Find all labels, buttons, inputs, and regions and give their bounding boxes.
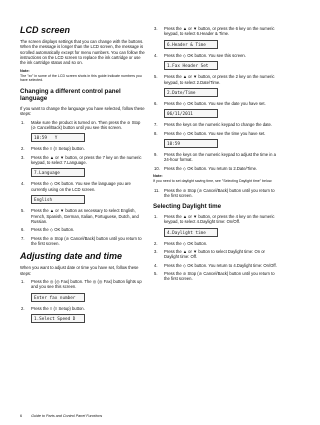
page-number: 6 xyxy=(20,414,23,418)
section-title-lcd: LCD screen xyxy=(20,25,71,35)
step-date-4: 4. Press the ◇ OK button. You see this screen. xyxy=(154,52,246,58)
step-daylight-2: 2. Press the ◇ OK button. xyxy=(154,240,208,246)
step-3: 3. Press the ▲ or ▼ button, or press the 7 key on the numeric keypad, to select 7.Language. xyxy=(21,154,142,166)
step-daylight-1: 1. Press the ▲ or ▼ button, or press the 4 key on the numeric keypad, to select 4.Daylight time: On/Off. xyxy=(154,213,275,225)
step-daylight-4: 4. Press the ◇ OK button. You return to 4.Daylight time: On/Off. xyxy=(154,262,277,268)
note-title-right: Note: xyxy=(153,174,163,179)
step-date-6: 6. Press the ◇ OK button. You see the date you have set. xyxy=(154,100,266,106)
step-date-5: 5. Press the ▲ or ▼ button, or press the 2 key on the numeric keypad, to select 2.Date/Time. xyxy=(154,74,275,85)
step-daylight-3: 3. Press the ▲ or ▼ button to select Daylight time: On or Daylight time: Off. xyxy=(154,248,265,260)
lcd-screen-select-speed: 1.Select Speed D xyxy=(31,314,85,323)
lcd-screen-date-value: 06/11/2011 xyxy=(164,109,218,118)
lcd-screen-daylight: 4.Daylight time xyxy=(164,228,218,237)
step-date-11: 11. Press the ⊘ Stop (⊘ Cancel/Back) button until you return to the first screen. xyxy=(154,187,275,199)
lcd-screen-time: 10:59 Y xyxy=(31,133,85,142)
note-text-right: If you need to set daylight saving time, see "Selecting Daylight time" below. xyxy=(153,178,273,183)
step-date-2: 2. Press the ≡ (≡ Setup) button. xyxy=(21,305,85,311)
section-title-daylight: Selecting Daylight time xyxy=(153,203,222,211)
left-column xyxy=(20,26,146,327)
date-paragraph: When you want to adjust date or time you have set, follow these steps: xyxy=(20,265,139,276)
note-text: The "xx" in some of the LCD screen shots in this guide indicate numbers you have selected. xyxy=(20,73,142,83)
step-7: 7. Press the ⊘ Stop (⊘ Cancel/Back) button until you return to the first screen. xyxy=(21,235,142,247)
step-5: 5. Press the ▲ or ▼ button as necessary to select English, French, Spanish, German, Italian, Portuguese, Dutch, and Russian. xyxy=(21,208,139,224)
lcd-screen-header-time: 6.Header & Time xyxy=(164,40,218,49)
section-title-date: Adjusting date and time xyxy=(20,251,123,262)
page-footer xyxy=(20,414,102,419)
lcd-paragraph: The screen displays settings that you can change with the buttons. When the message is longer than the LCD screen, the message is scrolled automatically except for menu numbers. You can follow the instructions on the LCD screen to replace the ink cartridge or use the ink cartridge status and so on. xyxy=(20,38,145,66)
lcd-screen-fax-header: 1.Fax Header Set xyxy=(164,61,218,70)
step-4: 4. Press the ◇ OK button. You see the language you are currently using on the LCD screen. xyxy=(21,181,131,192)
step-date-10: 10. Press the ◇ OK button. You return to 2.Date/Time. xyxy=(154,165,258,171)
step-date-3: 3. Press the ▲ or ▼ button, or press the 6 key on the numeric keypad, to select 6.Header & Time. xyxy=(154,26,275,37)
step-daylight-5: 5. Press the ⊘ Stop (⊘ Cancel/Back) button until you return to the first screen. xyxy=(154,271,275,282)
footer-title: Guide to Parts and Control Panel Functions xyxy=(31,414,103,418)
step-date-1: 1. Press the ◎ (◎ Fax) button. The ◎ (◎ Fax) button lights up and you see this screen. xyxy=(21,279,142,290)
note-title: Note: xyxy=(20,68,30,73)
right-column xyxy=(153,26,280,285)
step-date-8: 8. Press the ◇ OK button. You see the time you have set. xyxy=(154,130,266,136)
step-2: 2. Press the ≡ (≡ Setup) button. xyxy=(21,146,85,152)
lcd-screen-language: 7.Language xyxy=(31,168,85,177)
step-date-9: 9. Press the keys on the numeric keypad to adjust the time in a 24-hour format. xyxy=(154,152,276,163)
language-paragraph: If you want to change the language you have selected, follow these steps: xyxy=(20,105,145,117)
lcd-screen-time-value: 10:59 xyxy=(164,139,218,148)
section-title-language: Changing a different control panel language xyxy=(20,87,121,103)
step-1: 1. Make sure the product is turned on. Then press the ⊘ Stop (⊘ Cancel/Back) button until you see this screen. xyxy=(21,119,141,130)
lcd-screen-fax: Enter fax number xyxy=(31,293,85,302)
step-date-7: 7. Press the keys on the numeric keypad to change the date. xyxy=(154,122,273,128)
step-6: 6. Press the ◇ OK button. xyxy=(21,227,75,233)
lcd-screen-date-time: 2.Date/Time xyxy=(164,88,218,97)
lcd-screen-english: English xyxy=(31,195,85,204)
